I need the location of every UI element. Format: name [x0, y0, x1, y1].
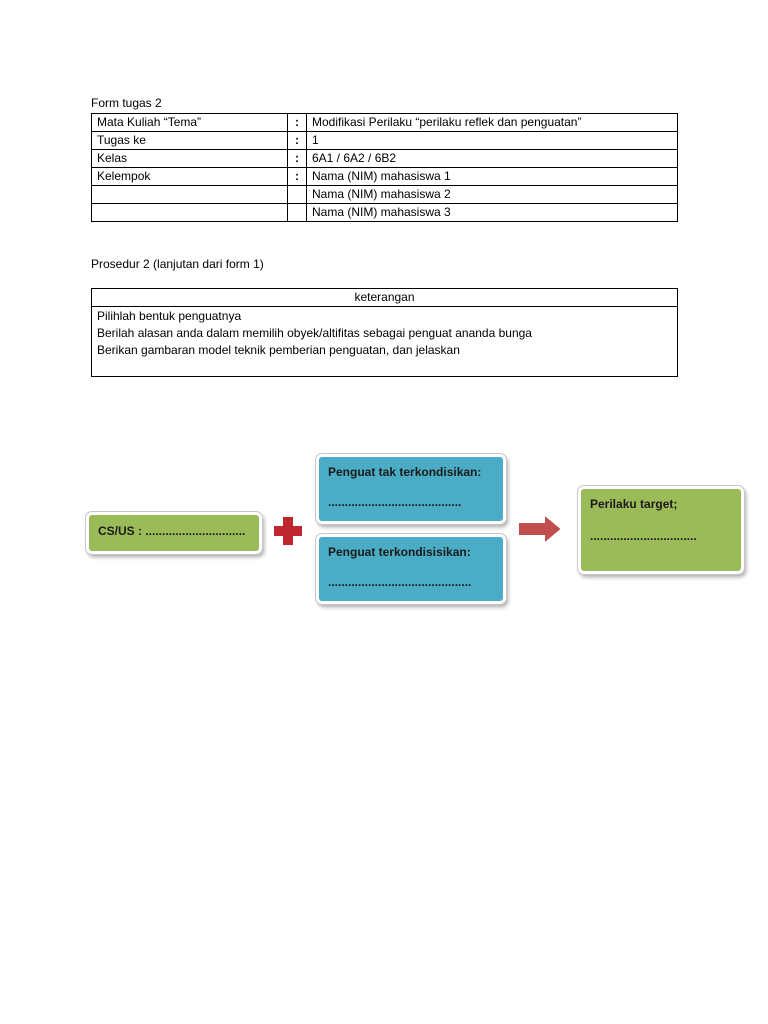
row-separator: :: [288, 168, 307, 186]
row-label: Tugas ke: [92, 132, 288, 150]
row-label: [92, 204, 288, 222]
table-row: [92, 114, 678, 132]
penguat-box: [316, 534, 506, 604]
row-label: Mata Kuliah “Tema”: [92, 114, 288, 132]
row-value: Nama (NIM) mahasiswa 3: [307, 204, 678, 222]
row-separator: :: [288, 150, 307, 168]
row-separator: [288, 204, 307, 222]
penguat-dots: ...........................................: [328, 575, 472, 589]
row-value: 1: [307, 132, 678, 150]
perilaku-target-box: [578, 486, 744, 574]
row-value: Nama (NIM) mahasiswa 1: [307, 168, 678, 186]
row-label: Kelempok: [92, 168, 288, 186]
cs-us-box: [86, 512, 262, 554]
row-separator: :: [288, 132, 307, 150]
perilaku-target-dots: ................................: [590, 529, 697, 543]
keterangan-line: Berilah alasan anda dalam memilih obyek/altifitas sebagai penguat ananda bunga: [97, 326, 532, 340]
penguat-title: Penguat terkondisisikan:: [328, 545, 471, 559]
penguat-tak-dots: ........................................: [328, 495, 462, 509]
keterangan-line: Pilihlah bentuk penguatnya: [97, 309, 242, 323]
penguat-tak-box: [316, 454, 506, 524]
table-row: [92, 132, 678, 150]
row-value: Modifikasi Perilaku “perilaku reflek dan penguatan”: [307, 114, 678, 132]
form-table: [91, 113, 678, 222]
keterangan-line: Berikan gambaran model teknik pemberian penguatan, dan jelaskan: [97, 343, 460, 357]
plus-icon: [270, 513, 306, 549]
table-row: [92, 168, 678, 186]
keterangan-body: [92, 307, 678, 377]
cs-us-label: CS/US : ..............................: [98, 524, 246, 538]
procedure-title: Prosedur 2 (lanjutan dari form 1): [91, 257, 264, 271]
table-row: [92, 150, 678, 168]
keterangan-table: [91, 288, 678, 377]
row-label: [92, 186, 288, 204]
right-arrow-icon: [516, 512, 564, 546]
row-value: 6A1 / 6A2 / 6B2: [307, 150, 678, 168]
row-separator: :: [288, 114, 307, 132]
table-row: [92, 186, 678, 204]
penguat-tak-title: Penguat tak terkondisikan:: [328, 465, 482, 479]
row-separator: [288, 186, 307, 204]
perilaku-target-title: Perilaku target;: [590, 497, 678, 511]
row-label: Kelas: [92, 150, 288, 168]
table-row: [92, 204, 678, 222]
row-value: Nama (NIM) mahasiswa 2: [307, 186, 678, 204]
form-title: Form tugas 2: [91, 96, 162, 110]
keterangan-header: keterangan: [92, 289, 678, 307]
